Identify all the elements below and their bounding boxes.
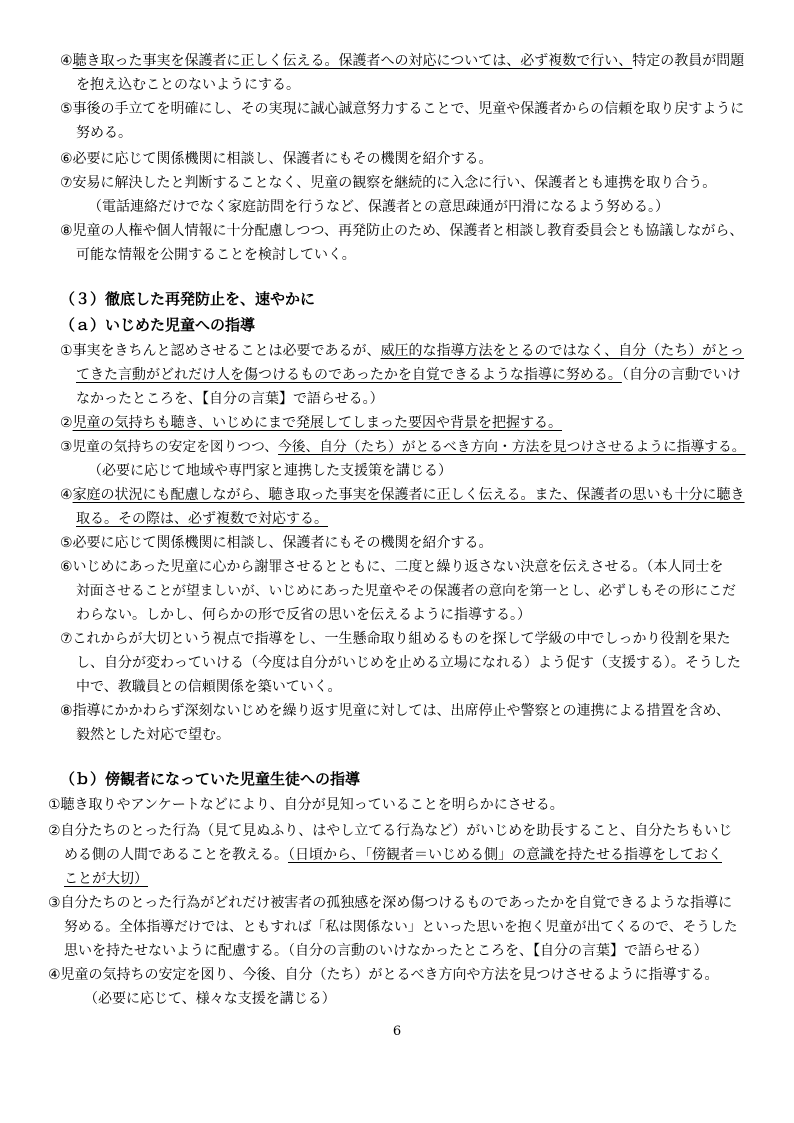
underlined-text: 家庭の状況にも配慮しながら、聴き取った事実を保護者に正しく伝える。また、保護者の思いも十分に聴き	[72, 487, 745, 503]
section-a-item-4-line-2	[76, 510, 328, 528]
underlined-text: 今後、自分（たち）がとるべき方向・方法を見つけさせるように指導する。	[278, 439, 746, 455]
section-b-item-4-line-1: ④児童の気持ちの安定を図り、今後、自分（たち）がとるべき方向や方法を見つけさせるように指導する。	[48, 967, 719, 983]
item-5-line-1: ⑤事後の手立てを明確にし、その実現に誠心誠意努力することで、児童や保護者からの信頼を取り戻すように	[60, 101, 745, 117]
underlined-text: 取る。その際は、必ず複数で対応する。	[76, 511, 328, 527]
item-8-line-2: 可能な情報を公開することを検討していく。	[76, 247, 356, 263]
section-a-item-2	[60, 414, 562, 432]
section-a-item-1-line-1	[60, 342, 744, 360]
item-text: ①事実をきちんと認めさせることは必要であるが、	[60, 343, 381, 359]
item-number: ④	[60, 53, 73, 69]
section-b-heading: （ｂ）傍観者になっていた児童生徒への指導	[60, 770, 361, 788]
section-a-item-7-line-1: ⑦これからが大切という視点で指導をし、一生懸命取り組めるものを探して学級の中でしっかり役割を果た	[60, 631, 731, 647]
section-a-item-6-line-1: ⑥いじめにあった児童に心から謝罪させるとともに、二度と繰り返さない決意を伝えさせる。（本人同士を	[60, 559, 724, 575]
section-a-item-4-line-1	[60, 486, 745, 504]
item-6-line-1: ⑥必要に応じて関係機関に相談し、保護者にもその機関を紹介する。	[60, 151, 493, 167]
section-a-item-8-line-1: ⑧指導にかかわらず深刻ないじめを繰り返す児童に対しては、出席停止や警察との連携による措置を含め、	[60, 703, 730, 719]
item-text: 特定の教員が問題	[632, 53, 745, 69]
section-b-item-3-line-2: 努める。全体指導だけでは、ともすれば「私は関係ない」といった思いを抱く児童が出てくるので、そうした	[64, 919, 738, 935]
section-b-item-2-line-2	[64, 846, 722, 864]
section-b-item-3-line-1: ③自分たちのとった行為がどれだけ被害者の孤独感を深め傷つけるものであったかを自覚できるような指導に	[48, 895, 733, 911]
section-a-item-6-line-3: わらない。しかし、何らかの形で反省の思いを伝えるように指導する。）	[76, 607, 531, 623]
item-text: める側の人間であることを教える。	[64, 847, 288, 863]
section-a-item-3-note: （必要に応じて地域や専門家と連携した支援策を講じる）	[88, 463, 452, 479]
section-b-item-2-line-1: ②自分たちのとった行為（見て見ぬふり、はやし立てる行為など）がいじめを助長すること、自分たちもいじ	[48, 823, 733, 839]
underlined-text: 聴き取った事実を保護者に正しく伝える。保護者への対応については、必ず複数で行い、	[72, 53, 633, 69]
section-a-item-7-line-2: し、自分が変わっていける（今度は自分がいじめを止める立場になれる）よう促す（支援する）。そうした	[76, 655, 741, 671]
section-a-heading: （ａ）いじめた児童への指導	[60, 316, 256, 334]
item-number: ②	[60, 415, 73, 431]
section-a-item-8-line-2: 毅然とした対応で望む。	[76, 727, 230, 743]
item-5-line-2: 努める。	[76, 125, 132, 141]
section-a-item-3-line-1	[60, 438, 746, 456]
section-3-heading: （３）徹底した再発防止を、速やかに	[60, 290, 316, 308]
underlined-text: （日頃から、「傍観者＝いじめる側」の意識を持たせる指導をしておく	[288, 847, 722, 863]
section-b-item-1: ①聴き取りやアンケートなどにより、自分が見知っていることを明らかにさせる。	[48, 797, 564, 813]
section-a-item-5: ⑤必要に応じて関係機関に相談し、保護者にもその機関を紹介する。	[60, 535, 493, 551]
item-text: （自分の言動でいけ	[621, 367, 741, 383]
item-8-line-1: ⑧児童の人権や個人情報に十分配慮しつつ、再発防止のため、保護者と相談し教育委員会とも協議しながら、	[60, 223, 744, 239]
underlined-text: ことが大切）	[64, 871, 148, 887]
item-4-line-1	[60, 52, 744, 70]
item-7-line-1: ⑦安易に解決したと判断することなく、児童の観察を継続的に入念に行い、保護者とも連携を取り合う。	[60, 175, 717, 191]
underlined-text: 威圧的な指導方法をとるのではなく、自分（たち）がとっ	[380, 343, 745, 359]
page-number: 6	[392, 1024, 402, 1039]
section-a-item-7-line-3: 中で、教職員との信頼関係を築いていく。	[76, 679, 342, 695]
item-7-note: （電話連絡だけでなく家庭訪問を行うなど、保護者との意思疎通が円滑になるよう努める。）	[88, 199, 669, 215]
section-a-item-1-line-3: なかったところを、【自分の言葉】で語らせる。）	[76, 391, 384, 407]
section-a-item-6-line-2: 対面させることが望ましいが、いじめにあった児童やその保護者の意向を第一とし、必ずしもその形にこだ	[76, 583, 736, 599]
item-number: ④	[60, 487, 73, 503]
item-text: ③児童の気持ちの安定を図りつつ、	[60, 439, 279, 455]
section-a-item-1-line-2	[76, 366, 741, 384]
section-b-item-2-line-3	[64, 870, 148, 888]
underlined-text: てきた言動がどれだけ人を傷つけるものであったかを自覚できるような指導に努める。	[76, 367, 622, 383]
underlined-text: 児童の気持ちも聴き、いじめにまで発展してしまった要因や背景を把握する。	[72, 415, 563, 431]
section-b-item-3-line-3: 思いを持たせないように配慮する。（自分の言動のいけなかったところを、【自分の言葉】で語らせる）	[64, 943, 708, 959]
item-4-line-2: を抱え込むことのないようにする。	[76, 77, 300, 93]
section-b-item-4-note: （必要に応じて、様々な支援を講じる）	[84, 991, 336, 1007]
